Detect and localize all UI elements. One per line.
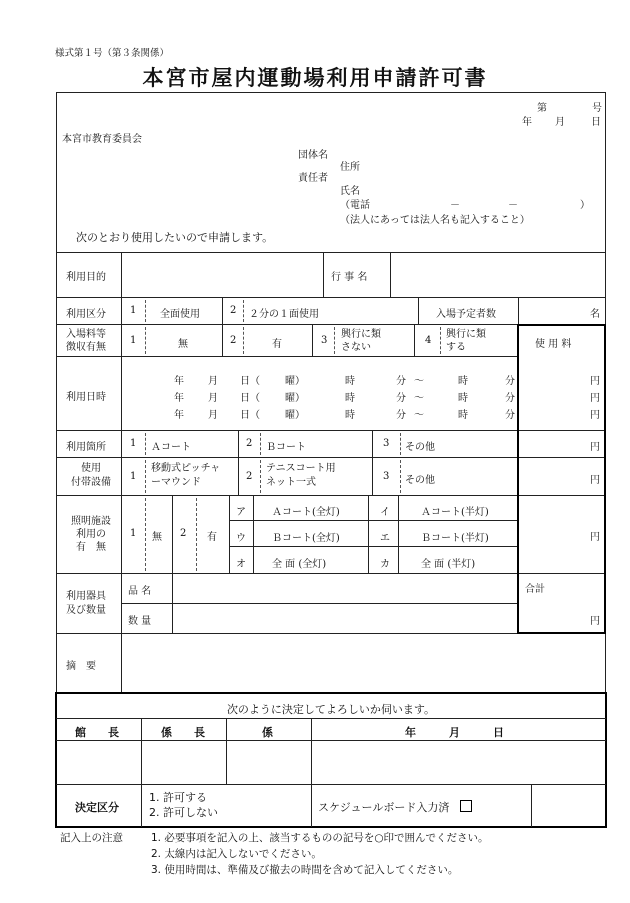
dt-day: 日（ bbox=[240, 376, 260, 387]
dt-hour: 時 bbox=[458, 410, 468, 421]
lighting-yes: 有 bbox=[207, 532, 217, 543]
lighting-court-b-half: Ｂコート(半灯) bbox=[421, 533, 489, 544]
remarks-label: 摘 要 bbox=[66, 661, 96, 672]
dashed-divider bbox=[400, 433, 401, 455]
location-court-b: Ｂコート bbox=[266, 442, 306, 453]
dt-month: 月 bbox=[208, 410, 218, 421]
row-line bbox=[229, 520, 518, 521]
director-header: 館 長 bbox=[75, 726, 119, 739]
col-line bbox=[531, 784, 532, 827]
total-label: 合計 bbox=[525, 584, 545, 595]
dt-minute: 分 bbox=[505, 410, 515, 421]
col-line bbox=[418, 297, 419, 324]
fee-yen: 円 bbox=[590, 376, 600, 387]
datetime-label: 利用日時 bbox=[66, 392, 106, 403]
option-number: 3 bbox=[321, 335, 328, 346]
row-line bbox=[56, 252, 606, 253]
dashed-divider bbox=[145, 460, 146, 493]
phone-close: ） bbox=[580, 200, 590, 211]
fee-box-left bbox=[517, 324, 519, 634]
option-number: 3 bbox=[383, 471, 390, 482]
schedule-board-label: スケジュールボード入力済 bbox=[318, 799, 472, 815]
note-2: 2. 太線内は記入しないでください。 bbox=[151, 848, 322, 860]
col-line bbox=[253, 495, 254, 573]
dt-minute: 分 bbox=[505, 393, 515, 404]
corporate-note: （法人にあっては法人名も記入すること） bbox=[340, 215, 530, 226]
note-1: 1. 必要事項を記入の上、該当するものの記号を○印で囲んでください。 bbox=[151, 832, 489, 844]
lighting-court-a-full: Ａコート(全灯) bbox=[272, 507, 340, 518]
option-number: 2 bbox=[230, 305, 237, 316]
lighting-code-a: ア bbox=[236, 507, 246, 518]
option-number: 1 bbox=[130, 335, 137, 346]
visitors-unit: 名 bbox=[590, 309, 600, 320]
dt-month: 月 bbox=[208, 393, 218, 404]
dt-year: 年 bbox=[174, 410, 184, 421]
option-number: 1 bbox=[130, 528, 137, 539]
row-line bbox=[229, 546, 518, 547]
dt-weekday: 曜） bbox=[285, 393, 305, 404]
row-line bbox=[56, 356, 519, 357]
request-text: 次のとおり使用したいので申請します。 bbox=[76, 231, 274, 244]
row-line bbox=[56, 457, 606, 458]
dt-hour: 時 bbox=[345, 410, 355, 421]
dt-year: 年 bbox=[174, 393, 184, 404]
col-line bbox=[311, 718, 312, 827]
decision-label: 決定区分 bbox=[75, 801, 119, 814]
row-line bbox=[56, 784, 606, 785]
equipment-other: その他 bbox=[405, 475, 435, 486]
dt-hour: 時 bbox=[458, 376, 468, 387]
col-line bbox=[229, 495, 230, 573]
dt-minute: 分 bbox=[396, 376, 406, 387]
schedule-board-checkbox[interactable] bbox=[460, 800, 472, 812]
notes-label: 記入上の注意 bbox=[60, 832, 123, 844]
option-number: 3 bbox=[383, 438, 390, 449]
dt-day: 日（ bbox=[240, 410, 260, 421]
col-line bbox=[312, 324, 313, 356]
col-line bbox=[226, 718, 227, 785]
number-label: 第 bbox=[537, 103, 547, 114]
dashed-divider bbox=[196, 498, 197, 571]
addressee: 本宮市教育委員会 bbox=[62, 134, 142, 145]
dashed-divider bbox=[145, 433, 146, 455]
fee-yen: 円 bbox=[590, 532, 600, 543]
dt-tilde: ～ bbox=[414, 393, 424, 404]
col-line bbox=[222, 297, 223, 324]
dt-minute: 分 bbox=[505, 376, 515, 387]
lighting-label: 照明施設 利用の 有 無 bbox=[71, 516, 111, 553]
row-line bbox=[56, 430, 606, 431]
fee-header: 使 用 料 bbox=[535, 339, 572, 350]
lighting-code-e: エ bbox=[380, 533, 390, 544]
col-line bbox=[172, 495, 173, 573]
date-year: 年 bbox=[522, 117, 532, 128]
approval-heading: 次のように決定してよろしいか伺います。 bbox=[226, 703, 436, 716]
date-month: 月 bbox=[555, 117, 565, 128]
usage-type-label: 利用区分 bbox=[66, 309, 106, 320]
dt-tilde: ～ bbox=[414, 410, 424, 421]
fee-yen: 円 bbox=[590, 410, 600, 421]
col-line bbox=[414, 324, 415, 356]
option-number: 2 bbox=[246, 438, 253, 449]
admission-non-entertainment: 興行に類 さない bbox=[341, 329, 381, 353]
row-line bbox=[56, 297, 606, 298]
col-line bbox=[368, 495, 369, 573]
admission-yes: 有 bbox=[272, 339, 282, 350]
fee-yen: 円 bbox=[590, 475, 600, 486]
location-other: その他 bbox=[405, 442, 435, 453]
option-number: 2 bbox=[180, 528, 187, 539]
dt-minute: 分 bbox=[396, 410, 406, 421]
dt-year: 年 bbox=[174, 376, 184, 387]
fee-yen: 円 bbox=[590, 393, 600, 404]
row-line bbox=[56, 718, 606, 719]
dt-weekday: 曜） bbox=[285, 410, 305, 421]
responsible-label: 責任者 bbox=[298, 173, 328, 184]
lighting-all-full: 全 面 (全灯) bbox=[272, 559, 327, 570]
address-label: 住所 bbox=[340, 162, 360, 173]
fee-box-top bbox=[517, 324, 606, 326]
location-court-a: Ａコート bbox=[151, 442, 191, 453]
row-line bbox=[56, 740, 606, 741]
phone-dash-2: － bbox=[508, 200, 518, 211]
lighting-court-a-half: Ａコート(半灯) bbox=[421, 507, 489, 518]
lighting-code-ka: カ bbox=[380, 559, 390, 570]
quantity-label: 数 量 bbox=[128, 616, 152, 627]
dt-minute: 分 bbox=[396, 393, 406, 404]
equipment-label: 使用 付帯設備 bbox=[71, 463, 111, 488]
dashed-divider bbox=[243, 300, 244, 322]
approval-box-bottom bbox=[55, 826, 607, 828]
number-suffix: 号 bbox=[592, 103, 602, 114]
total-yen: 円 bbox=[590, 616, 600, 627]
form-number: 様式第１号（第３条関係） bbox=[55, 48, 170, 59]
option-number: 4 bbox=[425, 335, 432, 346]
dashed-divider bbox=[145, 327, 146, 354]
admission-entertainment: 興行に類 する bbox=[446, 329, 486, 353]
row-line bbox=[56, 495, 606, 496]
option-number: 2 bbox=[246, 471, 253, 482]
dashed-divider bbox=[400, 460, 401, 493]
group-name-label: 団体名 bbox=[298, 150, 328, 161]
col-line bbox=[172, 573, 173, 633]
dt-weekday: 曜） bbox=[285, 376, 305, 387]
dashed-divider bbox=[145, 498, 146, 571]
lighting-court-b-full: Ｂコート(全灯) bbox=[272, 533, 340, 544]
lighting-all-half: 全 面 (半灯) bbox=[421, 559, 476, 570]
purpose-label: 利用目的 bbox=[66, 272, 106, 283]
expected-visitors-label: 入場予定者数 bbox=[436, 309, 496, 320]
approval-date-header: 年 月 日 bbox=[405, 726, 504, 739]
dashed-divider bbox=[260, 460, 261, 493]
frame-left bbox=[56, 92, 57, 693]
approval-box-right bbox=[605, 692, 607, 828]
lighting-code-o: オ bbox=[236, 559, 246, 570]
approval-box-top bbox=[55, 692, 607, 694]
phone-dash-1: － bbox=[450, 200, 460, 211]
lighting-none: 無 bbox=[152, 532, 162, 543]
lighting-code-i: イ bbox=[380, 507, 390, 518]
col-line bbox=[121, 252, 122, 693]
equipment-tennis-net: テニスコート用 ネット一式 bbox=[266, 463, 336, 488]
usage-option-full: 全面使用 bbox=[160, 309, 200, 320]
dashed-divider bbox=[440, 327, 441, 354]
dt-month: 月 bbox=[208, 376, 218, 387]
admission-label: 入場料等 徴収有無 bbox=[66, 329, 106, 353]
col-line bbox=[372, 430, 373, 495]
dt-tilde: ～ bbox=[414, 376, 424, 387]
option-number: 1 bbox=[130, 305, 137, 316]
item-name-label: 品 名 bbox=[128, 586, 152, 597]
lighting-code-u: ウ bbox=[236, 533, 246, 544]
page-title: 本宮市屋内運動場利用申請許可書 bbox=[142, 65, 488, 90]
dashed-divider bbox=[243, 327, 244, 354]
note-3: 3. 使用時間は、準備及び撤去の時間を含めて記入してください。 bbox=[151, 864, 459, 876]
fee-box-right bbox=[604, 324, 606, 634]
dashed-divider bbox=[145, 300, 146, 322]
name-label: 氏名 bbox=[340, 186, 360, 197]
phone-open: （電話 bbox=[340, 200, 370, 211]
frame-top bbox=[56, 92, 606, 93]
tools-label: 利用器具 及び数量 bbox=[66, 591, 106, 616]
event-name-label: 行 事 名 bbox=[331, 272, 368, 283]
date-day: 日 bbox=[591, 117, 601, 128]
option-number: 1 bbox=[130, 438, 137, 449]
col-line bbox=[238, 430, 239, 495]
col-line bbox=[390, 252, 391, 297]
col-line bbox=[323, 252, 324, 297]
staff-header: 係 bbox=[262, 726, 273, 739]
row-line bbox=[121, 603, 518, 604]
dt-day: 日（ bbox=[240, 393, 260, 404]
dt-hour: 時 bbox=[345, 376, 355, 387]
dt-hour: 時 bbox=[345, 393, 355, 404]
usage-option-half: ２分の１面使用 bbox=[249, 309, 319, 320]
location-label: 利用箇所 bbox=[66, 442, 106, 453]
fee-box-bottom bbox=[517, 632, 606, 634]
fee-yen: 円 bbox=[590, 442, 600, 453]
row-line bbox=[56, 573, 606, 574]
decision-options[interactable]: 1. 許可する 2. 許可しない bbox=[149, 791, 218, 819]
dashed-divider bbox=[260, 433, 261, 455]
col-line bbox=[222, 324, 223, 356]
col-line bbox=[518, 297, 519, 324]
dt-hour: 時 bbox=[458, 393, 468, 404]
option-number: 2 bbox=[230, 335, 237, 346]
col-line bbox=[141, 718, 142, 827]
dashed-divider bbox=[334, 327, 335, 354]
option-number: 1 bbox=[130, 471, 137, 482]
chief-header: 係 長 bbox=[161, 726, 205, 739]
col-line bbox=[398, 495, 399, 573]
equipment-pitcher-mound: 移動式ピッチャ ーマウンド bbox=[151, 463, 221, 488]
admission-none: 無 bbox=[178, 339, 188, 350]
